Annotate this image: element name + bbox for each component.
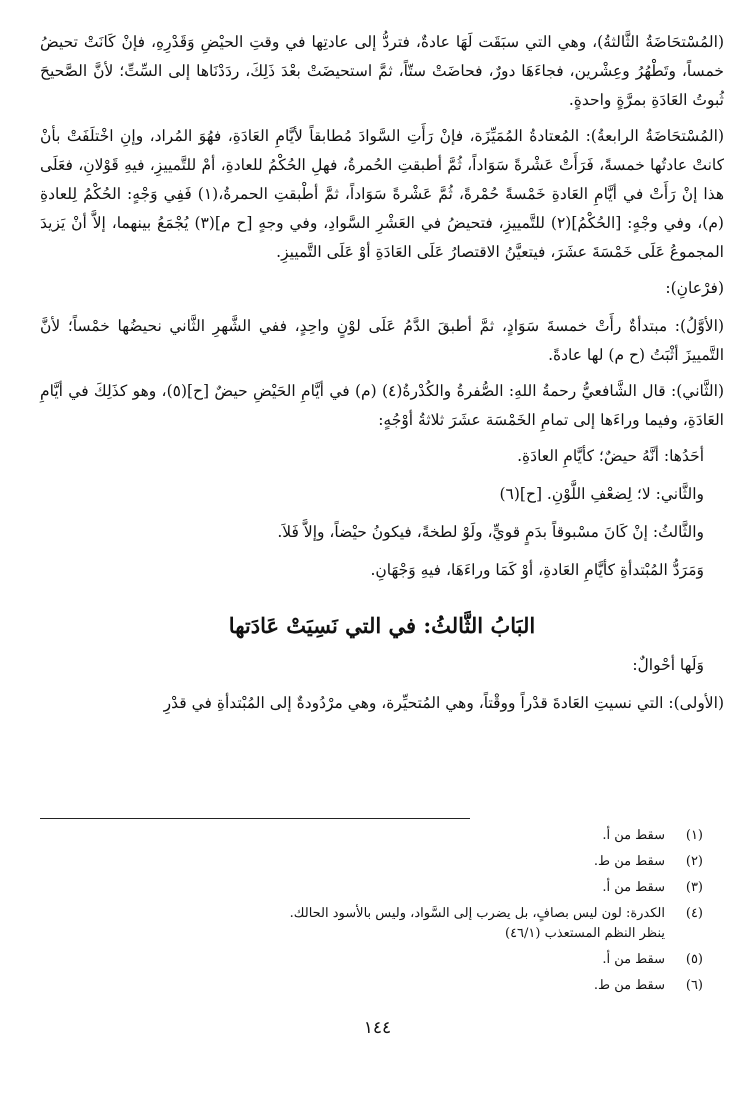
paragraph-fourth-mustahada: (المُسْتحَاضَةُ الرابعةُ): المُعتادةُ المُمَيِّزَة، فإنْ رَأَتِ السَّوادَ مُطابقاً لأيَّامِ العَادَةِ، فهُوَ المُراد، وإنِ اخْتلَفَتْ بأنْ كانتْ عادتُها خمسةً، فَرَأَتْ عَشْرةً سَوَاداً، ثُمَّ أطبقتِ الحُمرةُ، فهلِ الحُكْمُ للعادةِ، أمْ للتَّمييزِ، فيهِ قَوْلانِ، فعَلَى هذا إنْ رَأَتْ في أيَّامِ العَادةِ خَمْسةً حُمْرةً، ثُمَّ عَشْرةً سَوَاداً، ثمَّ أطْبقتِ الحمرةُ،(١) فَفِي وَجْهٍ: الحُكْمُ لِلعادةِ (م)، وفي وجْهٍ: [الحُكْمُ](٢) للتَّمييزِ، فتحيضُ في العَشْرِ السَّوادِ، وفي وجهٍ [ح م](٣) يُجْمَعُ بينهما، إلاَّ أنْ يَزيدَ المجموعُ عَلَى خَمْسَةَ عشَرَ، فيتعيَّنُ الاقتصارُ عَلَى العَادَةِ أوْ عَلَى التَّمييزِ. [40, 127, 725, 261]
list-item-second-aspect: والثَّاني: لا؛ لِضعْفِ اللَّوْنِ. [ح](٦) [499, 485, 704, 503]
paragraph-first-state: (الأولى): التي نسيتِ العَادةَ قدْراً ووقْتاً، وهي المُتحيِّرة، وهي مرْدُودةٌ إلى المُبْتدأةِ في قدْرِ [163, 694, 724, 712]
footnote-number: (٤) [685, 906, 703, 921]
paragraph-first-branch: (الأوَّلُ): مبتدأةٌ رأَتْ خمسةَ سَوَادٍ، ثمَّ أطبقَ الدَّمُ عَلَى لوْنٍ واحِدٍ، ففي الشَّهرِ الثَّاني نحيضُها خمْساً؛ لأنَّ التَّمييزَ أثْبَتُ (ح م) لها عادةً. [40, 317, 724, 364]
paragraph-second-branch: (الثَّاني): قال الشَّافعيُّ رحمةُ اللهِ: الصُّفرةُ والكُدْرةُ(٤) (م) في أيَّامِ الحَيْضِ حيضٌ [ح](٥)، وهو كذَلِكَ في أيَّامِ العَادَةِ، وفيما وراءَها إلى تمامِ الخَمْسَة عشَرَ ثلاثةُ أوْجُهٍ: [40, 382, 724, 429]
footnote-text: سقط من ط. [593, 854, 665, 869]
footnote-item [143, 976, 703, 996]
footnote-text: سقط من أ. [602, 952, 665, 967]
footnote-item [143, 852, 703, 872]
footnote-number: (٣) [685, 880, 703, 895]
footnote-text: سقط من ط. [593, 978, 665, 993]
footnote-item [143, 878, 703, 898]
subheading-two-branches: (فرْعانِ): [665, 279, 724, 297]
page-number: ١٤٤ [363, 1018, 392, 1038]
footnote-separator [40, 818, 470, 819]
footnote-number: (١) [685, 828, 703, 843]
footnotes [143, 826, 703, 1002]
footnote-text-group [290, 904, 665, 944]
list-item-first-aspect: أحَدُها: أنَّهُ حيضٌ؛ كأيَّامِ العادَةِ. [517, 447, 704, 465]
footnote-text: سقط من أ. [602, 880, 665, 895]
page-body [40, 28, 724, 727]
paragraph-third-mustahada: (المُسْتحَاضَةُ الثَّالثةُ)، وهي التي سبَقَت لَهَا عادةٌ، فتردُّ إلى عادتِها في وقتِ الحيْضِ وَقَدْرِهِ، فإنْ كَانَتْ تحيضُ خمساً، وتَطْهُرُ وعِشْرين، فجاءَهَا دورٌ، فحاضَتْ ستّاً، ثمَّ استحيضَتْ بعْدَ ذَلِكَ، ردَدْنَاها إلى السِّتِّ؛ لأنَّ الصَّحيحَ ثُبوتُ العَادَةِ بمرَّةٍ واحدةٍ. [40, 33, 724, 109]
paragraph-states-intro: وَلَها أحْوالٌ: [632, 656, 704, 674]
footnote-reference: ينظر النظم المستعذب (٤٦/١) [504, 926, 665, 941]
chapter-heading: البَابُ الثَّالثُ: في التي نَسِيَتْ عَادَتها [228, 613, 536, 638]
footnote-text: الكدرة: لون ليس بصافٍ، بل يضرب إلى السَّواد، وليس بالأسود الحالك. [289, 906, 665, 921]
footnote-text: سقط من أ. [602, 828, 665, 843]
footnote-item [143, 826, 703, 846]
footnote-number: (٦) [685, 978, 703, 993]
list-item-third-aspect: والثَّالثُ: إنْ كَانَ مسْبوقاً بدَمٍ قويٍّ، ولَوْ لطخةً، فيكونُ حيْضاً، وإلاَّ فَلاَ. [277, 523, 704, 541]
footnote-item [143, 950, 703, 970]
footnote-number: (٢) [685, 854, 703, 869]
paragraph-mubtadaa-return: وَمَرَدُّ المُبْتدأةِ كأيَّامِ العَادةِ، أوْ كَمَا وراءَهَا، فيهِ وَجْهَانِ. [370, 561, 704, 579]
footnote-number: (٥) [685, 952, 703, 967]
footnote-item [143, 904, 703, 944]
